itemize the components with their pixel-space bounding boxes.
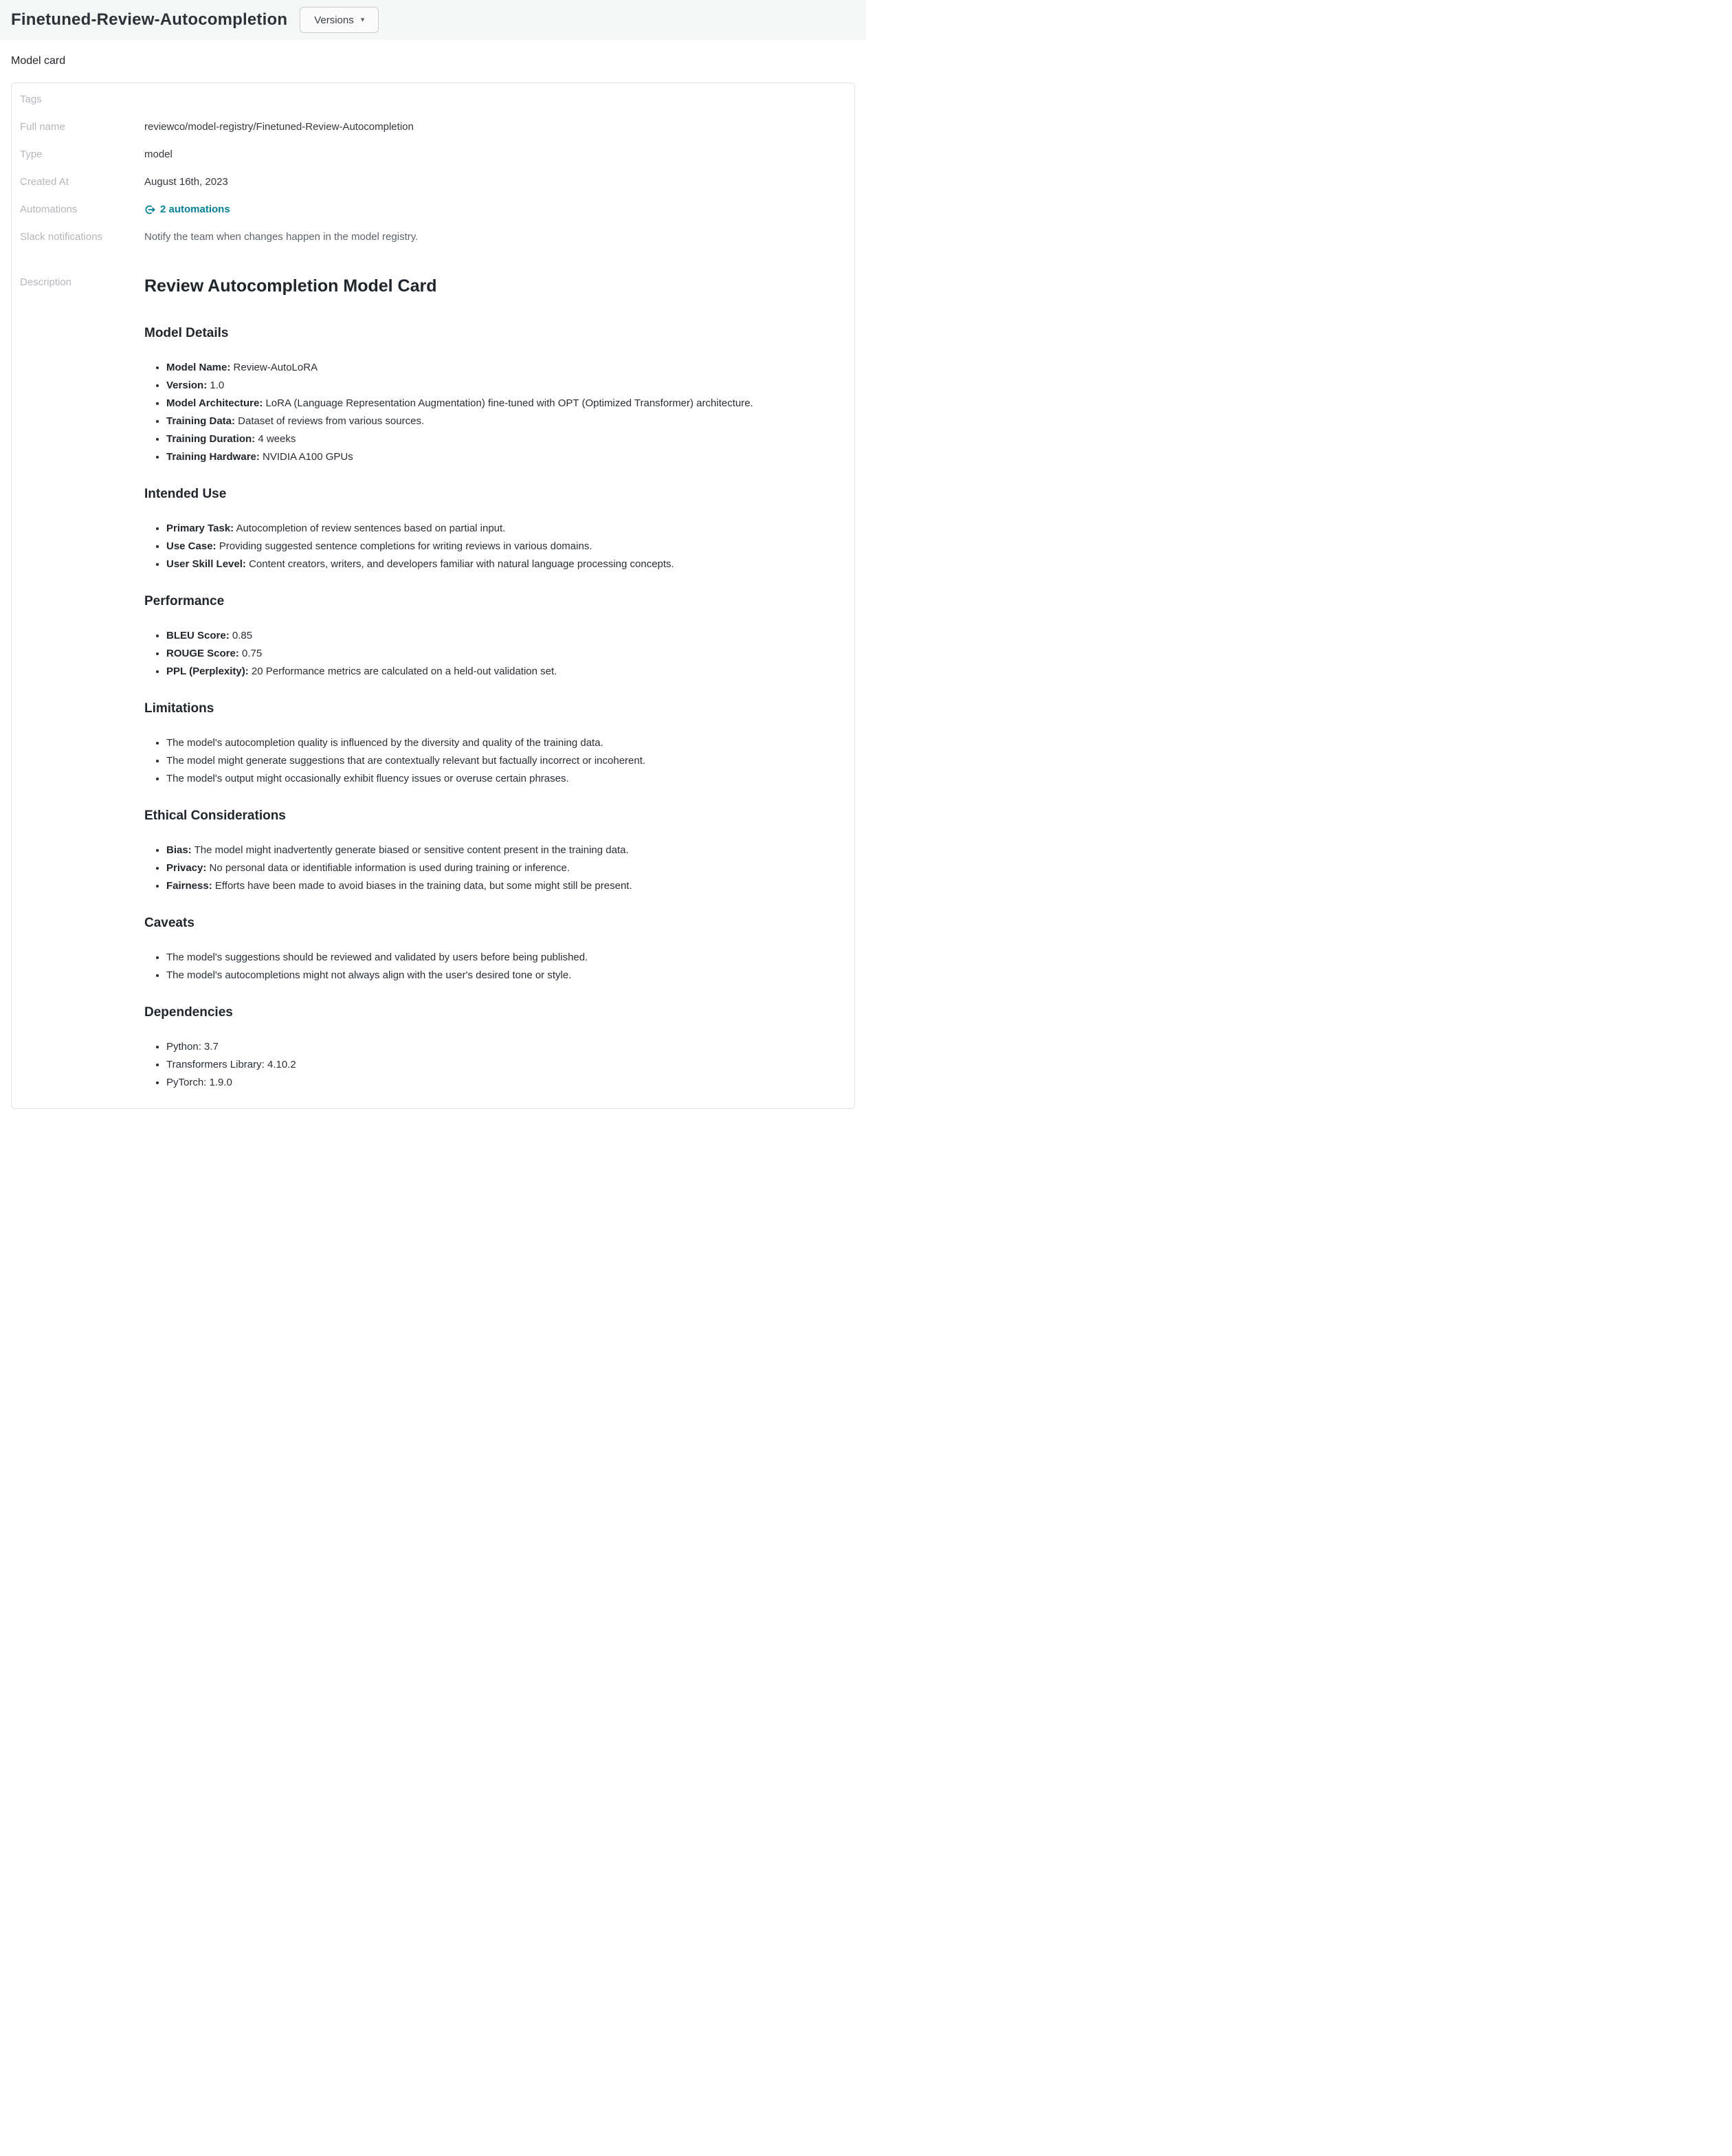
section-heading: Intended Use bbox=[144, 487, 227, 501]
bullet-list bbox=[144, 359, 838, 466]
bullet-list bbox=[144, 520, 838, 573]
section-heading: Limitations bbox=[144, 701, 214, 716]
list-item bbox=[166, 1056, 838, 1074]
list-item-text: Providing suggested sentence completions for writing reviews in various domains. bbox=[216, 540, 592, 552]
list-item-term: Privacy: bbox=[166, 862, 207, 874]
md-section-model-details bbox=[144, 324, 838, 466]
section-heading: Dependencies bbox=[144, 1005, 233, 1020]
automation-icon bbox=[144, 204, 155, 215]
topbar bbox=[0, 0, 866, 40]
section-heading: Caveats bbox=[144, 916, 195, 930]
list-item bbox=[166, 842, 838, 859]
list-item-text: LoRA (Language Representation Augmentation) fine-tuned with OPT (Optimized Transformer) architecture. bbox=[263, 397, 753, 409]
md-section-ethical-considerations bbox=[144, 807, 838, 895]
bullet-list bbox=[144, 627, 838, 681]
field-value-type: model bbox=[144, 148, 173, 160]
field-row-created-at bbox=[20, 175, 838, 203]
list-item-text: Review-AutoLoRA bbox=[230, 362, 318, 373]
list-item-text: 4 weeks bbox=[255, 433, 296, 445]
list-item bbox=[166, 645, 838, 663]
field-label-created-at: Created At bbox=[20, 176, 69, 188]
list-item bbox=[166, 663, 838, 681]
list-item-term: Primary Task: bbox=[166, 522, 234, 534]
list-item bbox=[166, 734, 838, 752]
list-item bbox=[166, 627, 838, 645]
field-label-full-name: Full name bbox=[20, 121, 65, 133]
list-item-term: Version: bbox=[166, 380, 208, 391]
list-item-term: Bias: bbox=[166, 844, 192, 856]
md-section-caveats bbox=[144, 914, 838, 984]
field-label-type: Type bbox=[20, 148, 43, 160]
list-item bbox=[166, 1038, 838, 1056]
list-item-term: BLEU Score: bbox=[166, 630, 230, 641]
field-label-automations: Automations bbox=[20, 204, 78, 215]
md-section-limitations bbox=[144, 700, 838, 788]
list-item bbox=[166, 395, 838, 412]
list-item-text: PyTorch: 1.9.0 bbox=[166, 1077, 232, 1088]
list-item-term: Training Data: bbox=[166, 415, 236, 427]
field-value-created-at: August 16th, 2023 bbox=[144, 176, 228, 188]
list-item bbox=[166, 877, 838, 895]
list-item bbox=[166, 949, 838, 967]
list-item-text: The model might generate suggestions that are contextually relevant but factually incorrect or incoherent. bbox=[166, 755, 646, 767]
list-item bbox=[166, 520, 838, 538]
list-item-term: Training Duration: bbox=[166, 433, 256, 445]
list-item-term: Fairness: bbox=[166, 880, 212, 892]
list-item bbox=[166, 1074, 838, 1092]
field-row-type bbox=[20, 148, 838, 175]
list-item bbox=[166, 430, 838, 448]
field-label-slack-notifications: Slack notifications bbox=[20, 231, 103, 243]
md-section-intended-use bbox=[144, 485, 838, 573]
page-title: Finetuned-Review-Autocompletion bbox=[11, 10, 288, 29]
automations-link[interactable] bbox=[144, 203, 230, 217]
versions-button-label: Versions bbox=[314, 14, 354, 26]
page-body bbox=[0, 54, 866, 1109]
list-item bbox=[166, 556, 838, 573]
list-item bbox=[166, 377, 838, 395]
list-item bbox=[166, 412, 838, 430]
list-item-text: 1.0 bbox=[207, 380, 225, 391]
field-value-slack-notifications: Notify the team when changes happen in the model registry. bbox=[144, 231, 419, 243]
field-row-full-name bbox=[20, 120, 838, 148]
list-item-text: Autocompletion of review sentences based on partial input. bbox=[234, 522, 506, 534]
list-item bbox=[166, 752, 838, 770]
list-item-text: The model's autocompletion quality is influenced by the diversity and quality of the training data. bbox=[166, 737, 603, 749]
md-section-dependencies bbox=[144, 1004, 838, 1092]
description-markdown bbox=[144, 276, 838, 1092]
list-item-term: User Skill Level: bbox=[166, 558, 246, 570]
automations-link-label: 2 automations bbox=[160, 204, 230, 215]
list-item-text: 0.75 bbox=[238, 648, 263, 659]
list-item-text: Dataset of reviews from various sources. bbox=[235, 415, 425, 427]
bullet-list bbox=[144, 1038, 838, 1092]
list-item-text: The model's suggestions should be reviewed and validated by users before being published. bbox=[166, 952, 588, 963]
list-item-text: Python: 3.7 bbox=[166, 1041, 219, 1053]
section-heading: Model Details bbox=[144, 326, 229, 340]
bullet-list bbox=[144, 734, 838, 788]
chevron-down-icon: ▾ bbox=[360, 15, 365, 24]
list-item-text: No personal data or identifiable information is used during training or inference. bbox=[206, 862, 570, 874]
bullet-list bbox=[144, 949, 838, 984]
model-card-heading: Model card bbox=[11, 55, 66, 67]
field-row-description bbox=[20, 276, 838, 1092]
field-row-tags bbox=[20, 93, 838, 120]
list-item bbox=[166, 448, 838, 466]
field-label-description: Description bbox=[20, 276, 72, 288]
list-item bbox=[166, 770, 838, 788]
list-item bbox=[166, 538, 838, 556]
field-label-tags: Tags bbox=[20, 94, 42, 105]
list-item bbox=[166, 859, 838, 877]
list-item-text: Efforts have been made to avoid biases in the training data, but some might still be present. bbox=[212, 880, 632, 892]
section-heading: Ethical Considerations bbox=[144, 808, 286, 823]
versions-button[interactable] bbox=[300, 7, 379, 33]
field-row-slack-notifications bbox=[20, 230, 838, 258]
list-item-term: PPL (Perplexity): bbox=[166, 666, 249, 677]
list-item-text: The model's output might occasionally exhibit fluency issues or overuse certain phrases. bbox=[166, 773, 569, 784]
list-item-term: Training Hardware: bbox=[166, 451, 260, 463]
list-item-text: Transformers Library: 4.10.2 bbox=[166, 1059, 296, 1070]
bullet-list bbox=[144, 842, 838, 895]
field-row-automations bbox=[20, 203, 838, 230]
list-item-term: Model Name: bbox=[166, 362, 231, 373]
list-item-term: ROUGE Score: bbox=[166, 648, 239, 659]
list-item bbox=[166, 967, 838, 984]
list-item bbox=[166, 359, 838, 377]
section-heading: Performance bbox=[144, 594, 225, 608]
list-item-text: 0.85 bbox=[229, 630, 253, 641]
model-card-panel bbox=[11, 82, 855, 1109]
list-item-text: NVIDIA A100 GPUs bbox=[259, 451, 353, 463]
list-item-term: Use Case: bbox=[166, 540, 216, 552]
list-item-text: 20 Performance metrics are calculated on a held-out validation set. bbox=[248, 666, 557, 677]
list-item-term: Model Architecture: bbox=[166, 397, 263, 409]
list-item-text: The model's autocompletions might not always align with the user's desired tone or style. bbox=[166, 969, 572, 981]
md-section-performance bbox=[144, 593, 838, 681]
markdown-title: Review Autocompletion Model Card bbox=[144, 276, 437, 296]
list-item-text: The model might inadvertently generate biased or sensitive content present in the training data. bbox=[191, 844, 629, 856]
list-item-text: Content creators, writers, and developers familiar with natural language processing concepts. bbox=[245, 558, 674, 570]
field-value-full-name: reviewco/model-registry/Finetuned-Review-Autocompletion bbox=[144, 121, 414, 133]
field-value-automations bbox=[144, 203, 230, 219]
